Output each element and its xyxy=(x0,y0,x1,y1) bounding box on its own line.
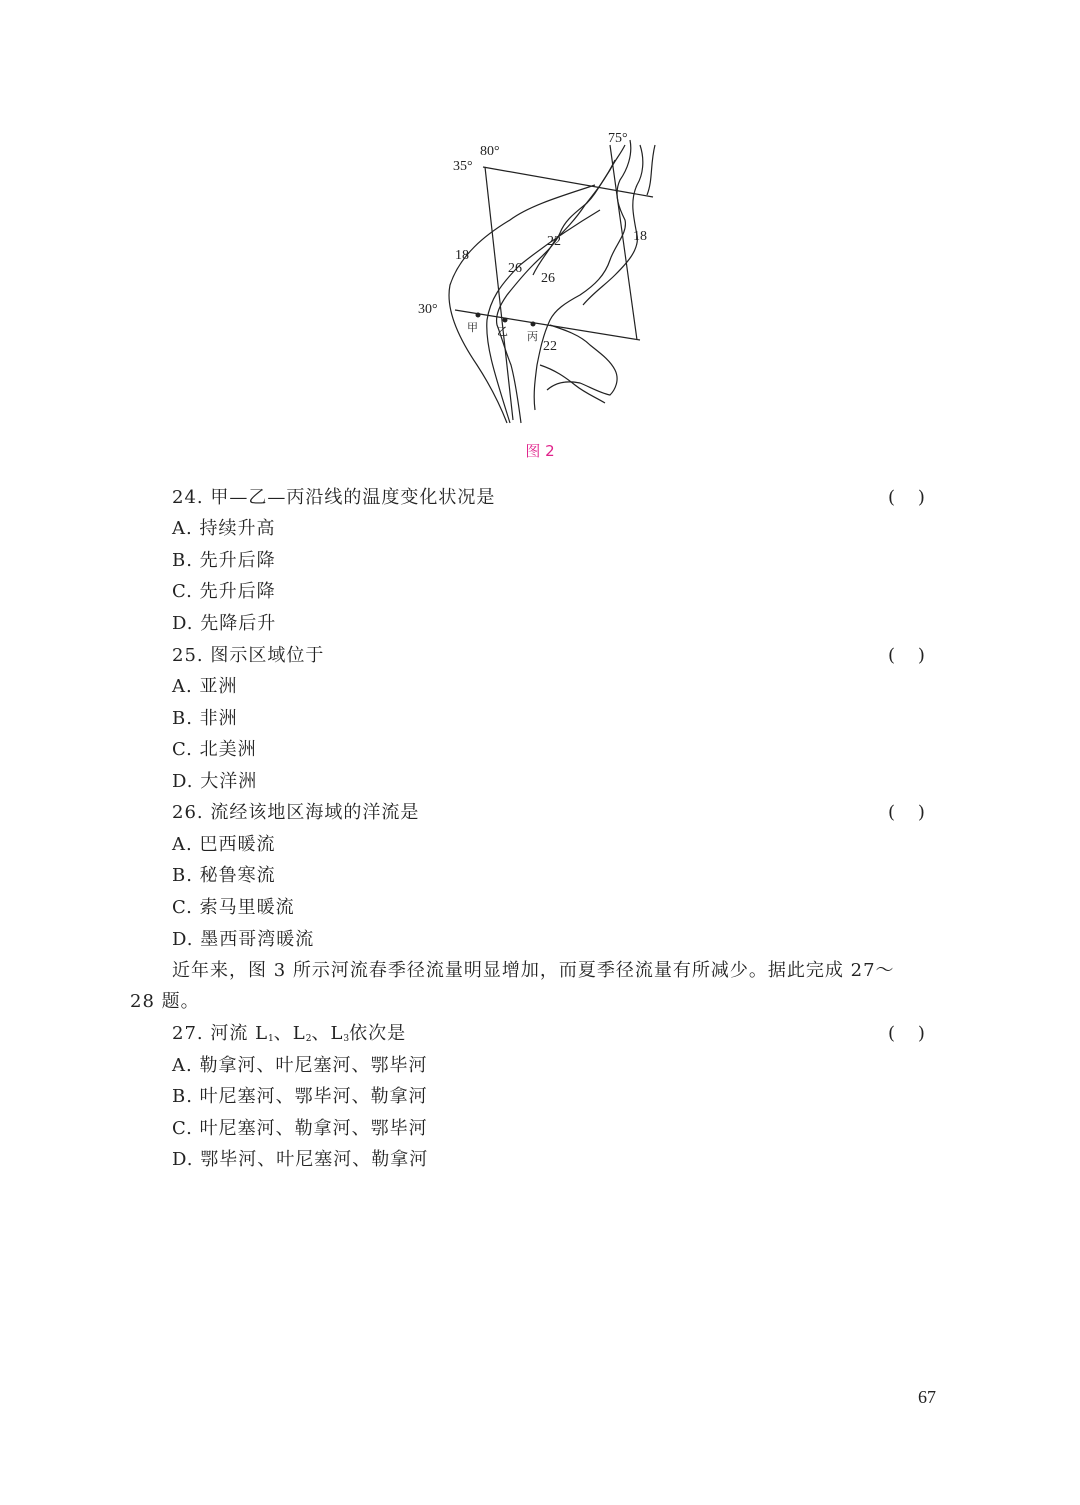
passage-line-1: 近年来，图 3 所示河流春季径流量明显增加，而夏季径流量有所减少。据此完成 27～ xyxy=(172,960,895,981)
subscript-1: 1 xyxy=(268,1034,274,1044)
question-27-option-b: B. 叶尼塞河、鄂毕河、勒拿河 xyxy=(172,1086,428,1107)
label-isotherm-26-right: 26 xyxy=(541,271,555,286)
label-isotherm-18-west: 18 xyxy=(455,248,469,263)
label-point-yi: 乙 xyxy=(497,325,508,338)
question-27-stem xyxy=(172,1023,406,1050)
passage-line-2: 28 题。 xyxy=(130,991,200,1012)
label-lon-80: 80° xyxy=(480,144,500,159)
label-lat-35: 35° xyxy=(453,159,473,174)
isotherm-22-top xyxy=(533,160,615,275)
question-27-option-d: D. 鄂毕河、叶尼塞河、勒拿河 xyxy=(172,1149,429,1170)
latitude-line-35 xyxy=(483,167,653,197)
question-24-option-c: C. 先升后降 xyxy=(172,581,276,602)
question-24-stem: 24. 甲—乙—丙沿线的温度变化状况是 xyxy=(172,487,496,508)
label-point-bing: 丙 xyxy=(527,330,538,343)
coast-south-east xyxy=(547,325,617,395)
point-bing-marker xyxy=(531,322,536,327)
question-24-option-d: D. 先降后升 xyxy=(172,613,277,634)
separator-2: 、L xyxy=(311,1023,344,1044)
question-27-stem-tail: 依次是 xyxy=(349,1023,407,1044)
subscript-2: 2 xyxy=(305,1034,312,1044)
question-24-option-b: B. 先升后降 xyxy=(172,550,276,571)
question-25-option-d: D. 大洋洲 xyxy=(172,771,258,792)
question-26-option-b: B. 秘鲁寒流 xyxy=(172,865,276,886)
figure-caption: 图 2 xyxy=(525,442,555,460)
question-25-option-b: B. 非洲 xyxy=(172,708,238,729)
point-jia-marker xyxy=(476,313,481,318)
question-25-option-c: C. 北美洲 xyxy=(172,739,257,760)
question-26-option-d: D. 墨西哥湾暖流 xyxy=(172,929,315,950)
question-27-stem-prefix: 27. 河流 L xyxy=(172,1023,269,1044)
coastline-isotherm-map xyxy=(415,125,665,430)
question-26-option-c: C. 索马里暖流 xyxy=(172,897,295,918)
page-number: 67 xyxy=(918,1387,936,1407)
question-26-option-a: A. 巴西暖流 xyxy=(172,834,276,855)
subscript-3: 3 xyxy=(343,1034,350,1044)
question-25-stem: 25. 图示区域位于 xyxy=(172,645,325,666)
question-24-answer-blank: ( ) xyxy=(888,487,925,508)
coast-edge xyxy=(647,145,655,195)
question-25-answer-blank: ( ) xyxy=(888,645,925,666)
label-lat-30: 30° xyxy=(418,302,438,317)
label-isotherm-22-bottom: 22 xyxy=(543,339,557,354)
question-25-option-a: A. 亚洲 xyxy=(172,676,238,697)
question-24-option-a: A. 持续升高 xyxy=(172,518,276,539)
question-27-option-c: C. 叶尼塞河、勒拿河、鄂毕河 xyxy=(172,1118,428,1139)
question-26-stem: 26. 流经该地区海域的洋流是 xyxy=(172,802,420,823)
separator-1: 、L xyxy=(273,1023,306,1044)
label-isotherm-18-east: 18 xyxy=(633,229,647,244)
question-27-option-a: A. 勒拿河、叶尼塞河、鄂毕河 xyxy=(172,1055,428,1076)
label-isotherm-22-top: 22 xyxy=(547,234,561,249)
question-27-answer-blank: ( ) xyxy=(888,1023,925,1044)
question-26-answer-blank: ( ) xyxy=(888,802,925,823)
label-isotherm-26-left: 26 xyxy=(508,261,522,276)
label-point-jia: 甲 xyxy=(467,321,478,334)
coast-south-inner xyxy=(540,365,605,403)
label-lon-75: 75° xyxy=(608,131,628,146)
map-figure xyxy=(415,125,665,430)
point-yi-marker xyxy=(503,318,508,323)
